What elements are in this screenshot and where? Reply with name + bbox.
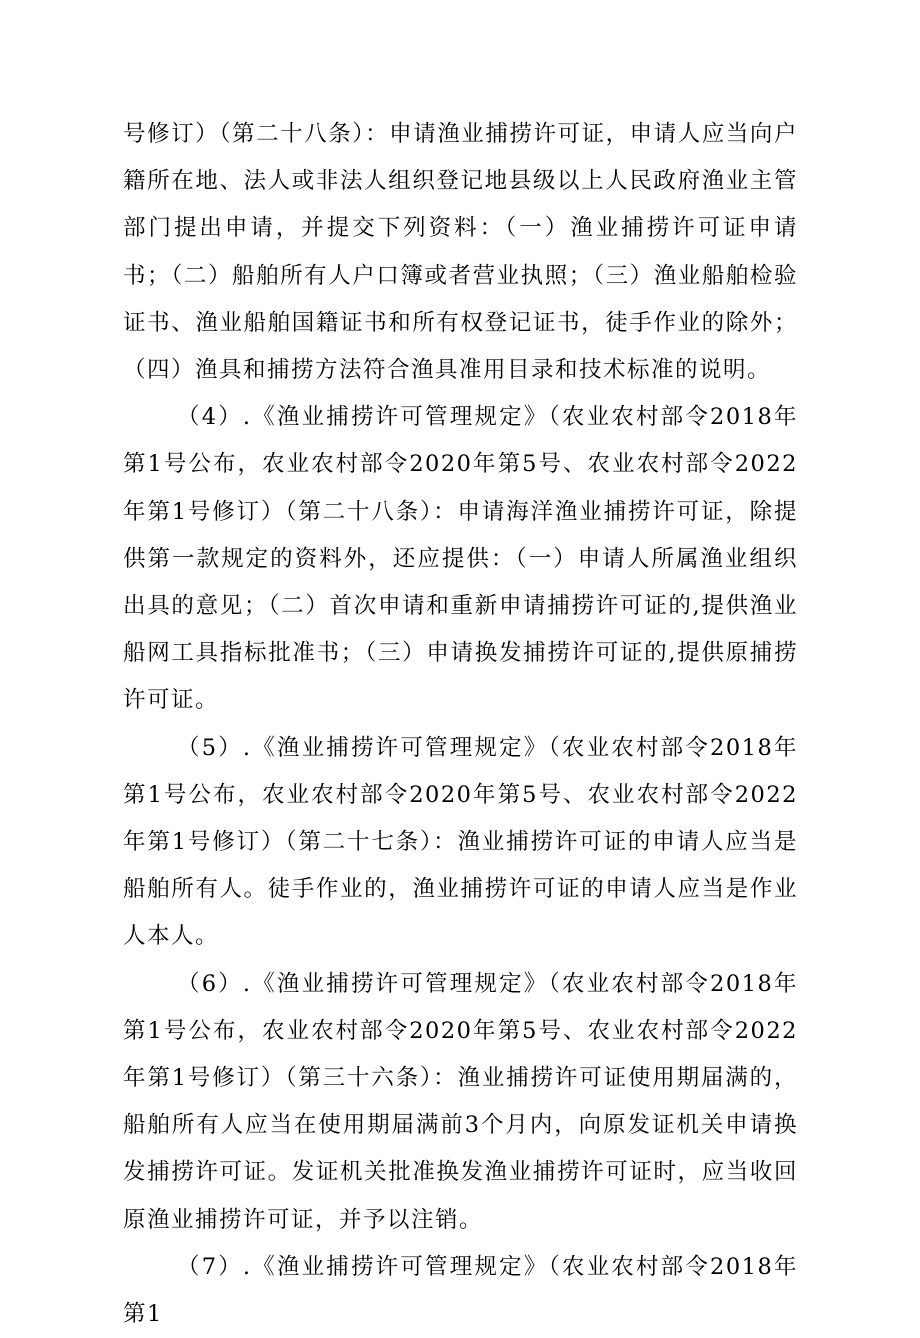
paragraph-item-4: （4）.《渔业捕捞许可管理规定》（农业农村部令2018年第1号公布，农业农村部令2020年第5号、农业农村部令2022年第1号修订）（第二十八条）：申请海洋渔业捕捞许可证，除提供第一款规定的资料外，还应提供：（一）申请人所属渔业组织出具的意见；（二）首次申请和重新申请捕捞许可证的,提供渔业船网工具指标批准书；（三）申请换发捕捞许可证的,提供原捕捞许可证。 <box>123 404 798 714</box>
document-body <box>123 111 798 1338</box>
paragraph-item-7: （7）.《渔业捕捞许可管理规定》（农业农村部令2018年第1 <box>123 1253 798 1328</box>
paragraph-item-5: （5）.《渔业捕捞许可管理规定》（农业农村部令2018年第1号公布，农业农村部令2020年第5号、农业农村部令2022年第1号修订）（第二十七条）：渔业捕捞许可证的申请人应当是船舶所有人。徒手作业的，渔业捕捞许可证的申请人应当是作业人本人。 <box>123 734 798 950</box>
paragraph-item-6: （6）.《渔业捕捞许可管理规定》（农业农村部令2018年第1号公布，农业农村部令2020年第5号、农业农村部令2022年第1号修订）（第三十六条）：渔业捕捞许可证使用期届满的，船舶所有人应当在使用期届满前3个月内，向原发证机关申请换发捕捞许可证。发证机关批准换发渔业捕捞许可证时，应当收回原渔业捕捞许可证，并予以注销。 <box>123 970 798 1233</box>
paragraph-continued: 号修订）（第二十八条）：申请渔业捕捞许可证，申请人应当向户籍所在地、法人或非法人组织登记地县级以上人民政府渔业主管部门提出申请，并提交下列资料：（一）渔业捕捞许可证申请书；（二）船舶所有人户口簿或者营业执照；（三）渔业船舶检验证书、渔业船舶国籍证书和所有权登记证书，徒手作业的除外；（四）渔具和捕捞方法符合渔具准用目录和技术标准的说明。 <box>123 121 798 384</box>
